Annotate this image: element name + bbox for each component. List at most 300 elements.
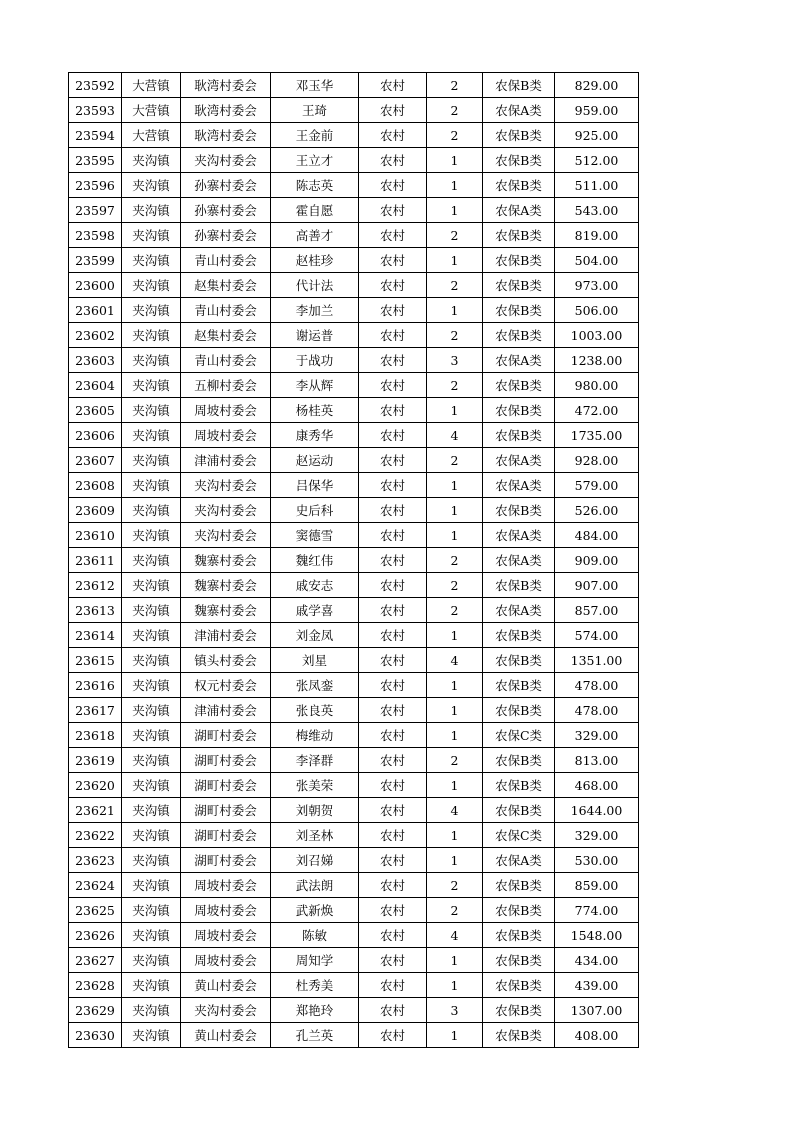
name-cell: 邓玉华 [271,73,359,98]
town-cell: 夹沟镇 [122,223,181,248]
amount-cell: 530.00 [555,848,639,873]
town-cell: 夹沟镇 [122,923,181,948]
household-size-cell: 1 [427,173,483,198]
town-cell: 夹沟镇 [122,873,181,898]
town-cell: 夹沟镇 [122,823,181,848]
area-type-cell: 农村 [359,573,427,598]
insurance-class-cell: 农保B类 [483,748,555,773]
name-cell: 康秀华 [271,423,359,448]
amount-cell: 1003.00 [555,323,639,348]
area-type-cell: 农村 [359,773,427,798]
record-id-cell: 23604 [69,373,122,398]
name-cell: 刘星 [271,648,359,673]
amount-cell: 506.00 [555,298,639,323]
town-cell: 夹沟镇 [122,348,181,373]
insurance-class-cell: 农保A类 [483,548,555,573]
amount-cell: 329.00 [555,823,639,848]
village-committee-cell: 青山村委会 [181,248,271,273]
town-cell: 夹沟镇 [122,548,181,573]
record-id-cell: 23611 [69,548,122,573]
household-size-cell: 3 [427,998,483,1023]
record-id-cell: 23609 [69,498,122,523]
household-size-cell: 2 [427,323,483,348]
area-type-cell: 农村 [359,548,427,573]
insurance-class-cell: 农保B类 [483,148,555,173]
record-id-cell: 23598 [69,223,122,248]
town-cell: 夹沟镇 [122,723,181,748]
town-cell: 夹沟镇 [122,398,181,423]
name-cell: 刘圣林 [271,823,359,848]
record-id-cell: 23623 [69,848,122,873]
table-row [69,648,639,673]
amount-cell: 829.00 [555,73,639,98]
name-cell: 杜秀美 [271,973,359,998]
name-cell: 谢运普 [271,323,359,348]
town-cell: 夹沟镇 [122,623,181,648]
area-type-cell: 农村 [359,623,427,648]
household-size-cell: 1 [427,848,483,873]
table-row [69,498,639,523]
record-id-cell: 23606 [69,423,122,448]
insurance-class-cell: 农保C类 [483,823,555,848]
amount-cell: 973.00 [555,273,639,298]
record-id-cell: 23602 [69,323,122,348]
town-cell: 夹沟镇 [122,648,181,673]
area-type-cell: 农村 [359,398,427,423]
amount-cell: 472.00 [555,398,639,423]
record-id-cell: 23614 [69,623,122,648]
record-id-cell: 23628 [69,973,122,998]
table-row [69,398,639,423]
record-id-cell: 23607 [69,448,122,473]
amount-cell: 1351.00 [555,648,639,673]
insurance-class-cell: 农保B类 [483,298,555,323]
town-cell: 大营镇 [122,123,181,148]
area-type-cell: 农村 [359,448,427,473]
household-size-cell: 1 [427,698,483,723]
insurance-class-cell: 农保B类 [483,873,555,898]
name-cell: 王立才 [271,148,359,173]
record-id-cell: 23617 [69,698,122,723]
village-committee-cell: 魏寨村委会 [181,573,271,598]
household-size-cell: 1 [427,473,483,498]
area-type-cell: 农村 [359,423,427,448]
amount-cell: 907.00 [555,573,639,598]
area-type-cell: 农村 [359,798,427,823]
name-cell: 窦德雪 [271,523,359,548]
household-size-cell: 1 [427,773,483,798]
area-type-cell: 农村 [359,898,427,923]
amount-cell: 408.00 [555,1023,639,1048]
insurance-class-cell: 农保C类 [483,723,555,748]
town-cell: 夹沟镇 [122,373,181,398]
area-type-cell: 农村 [359,373,427,398]
name-cell: 高善才 [271,223,359,248]
area-type-cell: 农村 [359,998,427,1023]
table-row [69,598,639,623]
household-size-cell: 1 [427,248,483,273]
name-cell: 郑艳玲 [271,998,359,1023]
area-type-cell: 农村 [359,948,427,973]
village-committee-cell: 夹沟村委会 [181,498,271,523]
household-size-cell: 1 [427,148,483,173]
area-type-cell: 农村 [359,198,427,223]
table-row [69,698,639,723]
insurance-class-cell: 农保B类 [483,948,555,973]
amount-cell: 511.00 [555,173,639,198]
town-cell: 夹沟镇 [122,1023,181,1048]
area-type-cell: 农村 [359,298,427,323]
village-committee-cell: 孙寨村委会 [181,173,271,198]
table-row [69,723,639,748]
table-row [69,948,639,973]
town-cell: 夹沟镇 [122,773,181,798]
area-type-cell: 农村 [359,648,427,673]
insurance-class-cell: 农保B类 [483,123,555,148]
area-type-cell: 农村 [359,673,427,698]
table-row [69,823,639,848]
name-cell: 霍自愿 [271,198,359,223]
record-id-cell: 23592 [69,73,122,98]
record-id-cell: 23630 [69,1023,122,1048]
area-type-cell: 农村 [359,273,427,298]
name-cell: 李加兰 [271,298,359,323]
village-committee-cell: 周坡村委会 [181,923,271,948]
town-cell: 夹沟镇 [122,748,181,773]
table-row [69,573,639,598]
ledger-body [69,73,639,1048]
household-size-cell: 1 [427,498,483,523]
name-cell: 张良英 [271,698,359,723]
table-row [69,198,639,223]
insurance-class-cell: 农保B类 [483,248,555,273]
table-row [69,748,639,773]
village-committee-cell: 耿湾村委会 [181,98,271,123]
record-id-cell: 23620 [69,773,122,798]
name-cell: 代计法 [271,273,359,298]
name-cell: 梅维动 [271,723,359,748]
village-committee-cell: 魏寨村委会 [181,598,271,623]
insurance-class-cell: 农保B类 [483,623,555,648]
area-type-cell: 农村 [359,148,427,173]
town-cell: 夹沟镇 [122,423,181,448]
town-cell: 夹沟镇 [122,848,181,873]
village-committee-cell: 周坡村委会 [181,948,271,973]
name-cell: 李从辉 [271,373,359,398]
record-id-cell: 23627 [69,948,122,973]
village-committee-cell: 夹沟村委会 [181,148,271,173]
table-row [69,273,639,298]
household-size-cell: 2 [427,448,483,473]
village-committee-cell: 赵集村委会 [181,273,271,298]
insurance-class-cell: 农保A类 [483,848,555,873]
name-cell: 于战功 [271,348,359,373]
name-cell: 杨桂英 [271,398,359,423]
amount-cell: 526.00 [555,498,639,523]
area-type-cell: 农村 [359,498,427,523]
name-cell: 陈志英 [271,173,359,198]
record-id-cell: 23605 [69,398,122,423]
name-cell: 吕保华 [271,473,359,498]
name-cell: 戚学喜 [271,598,359,623]
village-committee-cell: 赵集村委会 [181,323,271,348]
amount-cell: 504.00 [555,248,639,273]
table-row [69,323,639,348]
insurance-class-cell: 农保B类 [483,898,555,923]
insurance-class-cell: 农保B类 [483,698,555,723]
village-committee-cell: 夹沟村委会 [181,473,271,498]
amount-cell: 579.00 [555,473,639,498]
town-cell: 夹沟镇 [122,498,181,523]
name-cell: 李泽群 [271,748,359,773]
record-id-cell: 23629 [69,998,122,1023]
household-size-cell: 1 [427,298,483,323]
village-committee-cell: 津浦村委会 [181,623,271,648]
household-size-cell: 2 [427,598,483,623]
village-committee-cell: 夹沟村委会 [181,998,271,1023]
household-size-cell: 4 [427,798,483,823]
household-size-cell: 3 [427,348,483,373]
record-id-cell: 23597 [69,198,122,223]
area-type-cell: 农村 [359,348,427,373]
record-id-cell: 23624 [69,873,122,898]
table-row [69,1023,639,1048]
village-committee-cell: 湖町村委会 [181,773,271,798]
record-id-cell: 23603 [69,348,122,373]
village-committee-cell: 黄山村委会 [181,1023,271,1048]
table-row [69,898,639,923]
amount-cell: 543.00 [555,198,639,223]
name-cell: 王金前 [271,123,359,148]
insurance-class-cell: 农保B类 [483,573,555,598]
amount-cell: 774.00 [555,898,639,923]
insurance-class-cell: 农保A类 [483,523,555,548]
name-cell: 魏红伟 [271,548,359,573]
town-cell: 夹沟镇 [122,148,181,173]
record-id-cell: 23622 [69,823,122,848]
insurance-class-cell: 农保B类 [483,773,555,798]
town-cell: 夹沟镇 [122,673,181,698]
village-committee-cell: 津浦村委会 [181,448,271,473]
amount-cell: 484.00 [555,523,639,548]
name-cell: 刘朝贺 [271,798,359,823]
record-id-cell: 23601 [69,298,122,323]
amount-cell: 478.00 [555,673,639,698]
amount-cell: 819.00 [555,223,639,248]
village-committee-cell: 魏寨村委会 [181,548,271,573]
village-committee-cell: 耿湾村委会 [181,73,271,98]
village-committee-cell: 周坡村委会 [181,873,271,898]
table-row [69,373,639,398]
table-row [69,998,639,1023]
benefit-ledger-table [68,72,639,1048]
village-committee-cell: 津浦村委会 [181,698,271,723]
area-type-cell: 农村 [359,223,427,248]
amount-cell: 439.00 [555,973,639,998]
record-id-cell: 23616 [69,673,122,698]
amount-cell: 1307.00 [555,998,639,1023]
village-committee-cell: 孙寨村委会 [181,198,271,223]
name-cell: 史后科 [271,498,359,523]
name-cell: 刘金凤 [271,623,359,648]
household-size-cell: 1 [427,723,483,748]
amount-cell: 925.00 [555,123,639,148]
household-size-cell: 1 [427,398,483,423]
name-cell: 王琦 [271,98,359,123]
table-row [69,798,639,823]
insurance-class-cell: 农保B类 [483,673,555,698]
name-cell: 张美荣 [271,773,359,798]
area-type-cell: 农村 [359,1023,427,1048]
area-type-cell: 农村 [359,848,427,873]
amount-cell: 1548.00 [555,923,639,948]
name-cell: 武法朗 [271,873,359,898]
table-row [69,448,639,473]
area-type-cell: 农村 [359,823,427,848]
table-row [69,673,639,698]
amount-cell: 1238.00 [555,348,639,373]
household-size-cell: 2 [427,573,483,598]
town-cell: 夹沟镇 [122,323,181,348]
record-id-cell: 23621 [69,798,122,823]
town-cell: 夹沟镇 [122,598,181,623]
record-id-cell: 23594 [69,123,122,148]
record-id-cell: 23625 [69,898,122,923]
village-committee-cell: 耿湾村委会 [181,123,271,148]
area-type-cell: 农村 [359,123,427,148]
amount-cell: 909.00 [555,548,639,573]
amount-cell: 574.00 [555,623,639,648]
area-type-cell: 农村 [359,73,427,98]
household-size-cell: 2 [427,273,483,298]
area-type-cell: 农村 [359,698,427,723]
household-size-cell: 1 [427,1023,483,1048]
amount-cell: 928.00 [555,448,639,473]
town-cell: 夹沟镇 [122,698,181,723]
table-row [69,848,639,873]
name-cell: 张凤銮 [271,673,359,698]
household-size-cell: 2 [427,548,483,573]
household-size-cell: 2 [427,898,483,923]
area-type-cell: 农村 [359,973,427,998]
town-cell: 夹沟镇 [122,573,181,598]
table-row [69,973,639,998]
amount-cell: 434.00 [555,948,639,973]
table-row [69,873,639,898]
insurance-class-cell: 农保B类 [483,423,555,448]
household-size-cell: 2 [427,748,483,773]
household-size-cell: 4 [427,648,483,673]
household-size-cell: 1 [427,973,483,998]
name-cell: 陈敏 [271,923,359,948]
insurance-class-cell: 农保B类 [483,498,555,523]
table-row [69,473,639,498]
amount-cell: 959.00 [555,98,639,123]
table-row [69,148,639,173]
record-id-cell: 23599 [69,248,122,273]
household-size-cell: 4 [427,923,483,948]
household-size-cell: 1 [427,623,483,648]
area-type-cell: 农村 [359,173,427,198]
town-cell: 夹沟镇 [122,998,181,1023]
area-type-cell: 农村 [359,598,427,623]
village-committee-cell: 青山村委会 [181,348,271,373]
village-committee-cell: 权元村委会 [181,673,271,698]
household-size-cell: 1 [427,673,483,698]
insurance-class-cell: 农保A类 [483,598,555,623]
table-row [69,73,639,98]
table-row [69,423,639,448]
village-committee-cell: 五柳村委会 [181,373,271,398]
amount-cell: 813.00 [555,748,639,773]
area-type-cell: 农村 [359,248,427,273]
village-committee-cell: 青山村委会 [181,298,271,323]
area-type-cell: 农村 [359,748,427,773]
area-type-cell: 农村 [359,323,427,348]
record-id-cell: 23613 [69,598,122,623]
record-id-cell: 23615 [69,648,122,673]
record-id-cell: 23608 [69,473,122,498]
insurance-class-cell: 农保A类 [483,448,555,473]
name-cell: 武新焕 [271,898,359,923]
name-cell: 赵运动 [271,448,359,473]
insurance-class-cell: 农保B类 [483,373,555,398]
village-committee-cell: 湖町村委会 [181,823,271,848]
village-committee-cell: 周坡村委会 [181,398,271,423]
amount-cell: 512.00 [555,148,639,173]
household-size-cell: 2 [427,373,483,398]
village-committee-cell: 夹沟村委会 [181,523,271,548]
record-id-cell: 23595 [69,148,122,173]
household-size-cell: 4 [427,423,483,448]
area-type-cell: 农村 [359,523,427,548]
amount-cell: 329.00 [555,723,639,748]
insurance-class-cell: 农保B类 [483,323,555,348]
amount-cell: 1735.00 [555,423,639,448]
town-cell: 夹沟镇 [122,273,181,298]
household-size-cell: 2 [427,123,483,148]
table-row [69,348,639,373]
record-id-cell: 23610 [69,523,122,548]
insurance-class-cell: 农保A类 [483,198,555,223]
table-row [69,773,639,798]
table-row [69,523,639,548]
household-size-cell: 1 [427,198,483,223]
record-id-cell: 23600 [69,273,122,298]
town-cell: 夹沟镇 [122,198,181,223]
village-committee-cell: 湖町村委会 [181,748,271,773]
amount-cell: 859.00 [555,873,639,898]
record-id-cell: 23593 [69,98,122,123]
table-row [69,623,639,648]
town-cell: 夹沟镇 [122,973,181,998]
village-committee-cell: 周坡村委会 [181,423,271,448]
insurance-class-cell: 农保B类 [483,648,555,673]
name-cell: 赵桂珍 [271,248,359,273]
town-cell: 夹沟镇 [122,523,181,548]
insurance-class-cell: 农保B类 [483,923,555,948]
insurance-class-cell: 农保B类 [483,973,555,998]
area-type-cell: 农村 [359,923,427,948]
village-committee-cell: 湖町村委会 [181,798,271,823]
table-row [69,248,639,273]
village-committee-cell: 黄山村委会 [181,973,271,998]
area-type-cell: 农村 [359,98,427,123]
name-cell: 戚安志 [271,573,359,598]
insurance-class-cell: 农保B类 [483,223,555,248]
record-id-cell: 23596 [69,173,122,198]
amount-cell: 857.00 [555,598,639,623]
